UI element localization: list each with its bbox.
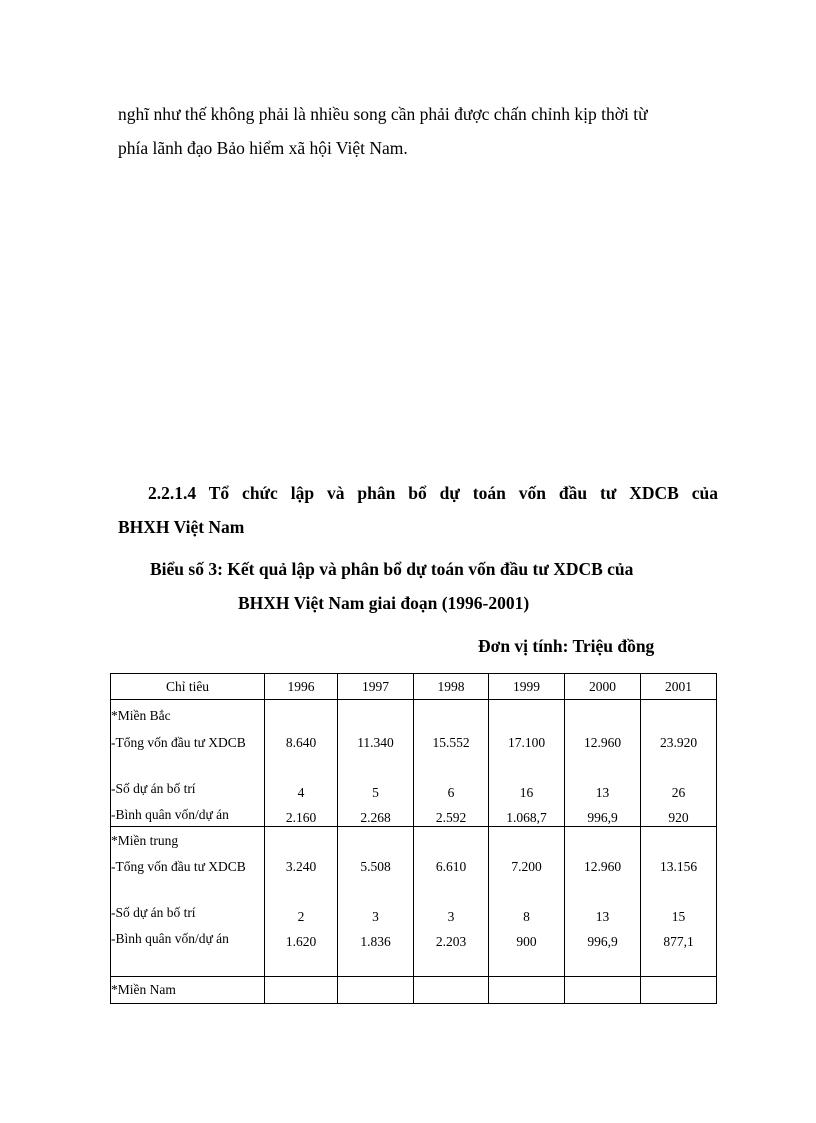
table-header-row bbox=[111, 674, 717, 700]
unit-note: Đơn vị tính: Triệu đồng bbox=[478, 636, 655, 656]
cell: 3 bbox=[414, 902, 489, 930]
row-label: -Tổng vốn đầu tư XDCB bbox=[111, 734, 265, 778]
cell: 2.203 bbox=[414, 930, 489, 977]
cell: 13 bbox=[565, 902, 641, 930]
header-cell: 2001 bbox=[641, 674, 717, 700]
budget-table bbox=[110, 673, 717, 1004]
row-label: -Bình quân vốn/dự án bbox=[111, 930, 265, 977]
cell: 16 bbox=[489, 778, 565, 806]
region-name: *Miền trung bbox=[111, 827, 265, 859]
cell: 920 bbox=[641, 806, 717, 827]
header-cell: Chỉ tiêu bbox=[111, 674, 265, 700]
paragraph-line-2: phía lãnh đạo Bảo hiểm xã hội Việt Nam. bbox=[118, 138, 408, 158]
row-label: -Số dự án bố trí bbox=[111, 778, 265, 806]
table-row bbox=[111, 806, 717, 827]
cell: 5.508 bbox=[338, 858, 414, 902]
cell: 877,1 bbox=[641, 930, 717, 977]
region-name: *Miền Bắc bbox=[111, 700, 265, 735]
cell: 3.240 bbox=[265, 858, 338, 902]
row-label: -Tổng vốn đầu tư XDCB bbox=[111, 858, 265, 902]
table-caption bbox=[118, 552, 718, 620]
cell: 12.960 bbox=[565, 734, 641, 778]
region-name: *Miền Nam bbox=[111, 977, 265, 1004]
header-cell: 1999 bbox=[489, 674, 565, 700]
cell: 1.836 bbox=[338, 930, 414, 977]
row-label: -Số dự án bố trí bbox=[111, 902, 265, 930]
region-row bbox=[111, 977, 717, 1004]
table-row bbox=[111, 778, 717, 806]
cell: 15.552 bbox=[414, 734, 489, 778]
header-cell: 2000 bbox=[565, 674, 641, 700]
row-label: -Bình quân vốn/dự án bbox=[111, 806, 265, 827]
cell: 6 bbox=[414, 778, 489, 806]
cell: 996,9 bbox=[565, 806, 641, 827]
cell: 2 bbox=[265, 902, 338, 930]
section-heading bbox=[118, 476, 718, 544]
section-heading-line-1: 2.2.1.4 Tổ chức lập và phân bổ dự toán vốn đầu tư XDCB của bbox=[148, 483, 718, 503]
header-cell: 1996 bbox=[265, 674, 338, 700]
table-row bbox=[111, 858, 717, 902]
table-caption-line-2: BHXH Việt Nam giai đoạn (1996-2001) bbox=[238, 593, 530, 613]
cell: 1.068,7 bbox=[489, 806, 565, 827]
body-paragraph bbox=[118, 97, 718, 165]
cell: 2.592 bbox=[414, 806, 489, 827]
section-heading-line-2: BHXH Việt Nam bbox=[118, 517, 245, 537]
cell: 13.156 bbox=[641, 858, 717, 902]
cell: 7.200 bbox=[489, 858, 565, 902]
cell: 4 bbox=[265, 778, 338, 806]
header-cell: 1997 bbox=[338, 674, 414, 700]
cell: 2.160 bbox=[265, 806, 338, 827]
cell: 11.340 bbox=[338, 734, 414, 778]
header-cell: 1998 bbox=[414, 674, 489, 700]
table-caption-line-1: Biểu số 3: Kết quả lập và phân bổ dự toán vốn đầu tư XDCB của bbox=[150, 559, 634, 579]
cell: 900 bbox=[489, 930, 565, 977]
cell: 996,9 bbox=[565, 930, 641, 977]
cell: 8.640 bbox=[265, 734, 338, 778]
region-row bbox=[111, 827, 717, 859]
table-row bbox=[111, 734, 717, 778]
cell: 26 bbox=[641, 778, 717, 806]
table-row bbox=[111, 902, 717, 930]
cell: 2.268 bbox=[338, 806, 414, 827]
cell: 1.620 bbox=[265, 930, 338, 977]
paragraph-line-1: nghĩ như thế không phải là nhiều song cần phải được chấn chỉnh kịp thời từ bbox=[118, 104, 648, 124]
cell: 17.100 bbox=[489, 734, 565, 778]
cell: 23.920 bbox=[641, 734, 717, 778]
cell: 5 bbox=[338, 778, 414, 806]
cell: 8 bbox=[489, 902, 565, 930]
cell: 3 bbox=[338, 902, 414, 930]
region-row bbox=[111, 700, 717, 735]
table-row bbox=[111, 930, 717, 977]
cell: 15 bbox=[641, 902, 717, 930]
cell: 13 bbox=[565, 778, 641, 806]
cell: 12.960 bbox=[565, 858, 641, 902]
cell: 6.610 bbox=[414, 858, 489, 902]
